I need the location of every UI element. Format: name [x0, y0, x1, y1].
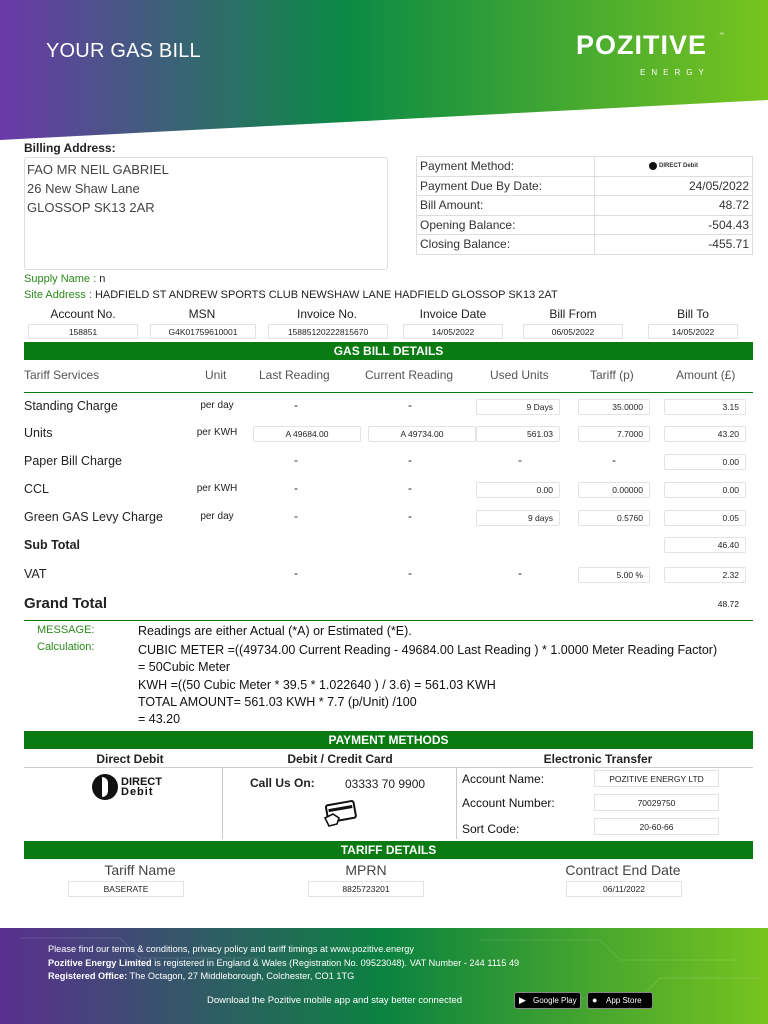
row-current: - — [408, 481, 412, 495]
column-divider — [456, 767, 457, 839]
msn-value: G4K01759610001 — [150, 324, 256, 339]
col-current-reading: Current Reading — [365, 368, 454, 382]
direct-debit-icon — [649, 162, 657, 170]
direct-debit-heading: Direct Debit — [96, 752, 164, 766]
row-label: CCL — [24, 482, 50, 496]
row-unit: per day — [200, 400, 234, 411]
app-store-badge[interactable] — [587, 992, 653, 1009]
row-current: - — [408, 398, 412, 412]
row-used: - — [518, 453, 522, 467]
col-tariff-services: Tariff Services — [24, 368, 100, 382]
msn-label: MSN — [188, 307, 216, 321]
site-address — [24, 289, 558, 301]
footer-company-details: is registered in England & Wales (Registration No. 09523048). VAT Number - 244 1115 49 — [151, 958, 520, 968]
subtotal-amount: 46.40 — [664, 537, 746, 553]
col-last-reading: Last Reading — [259, 368, 330, 382]
billing-address-box — [24, 157, 388, 270]
account-number-value: 70029750 — [594, 794, 719, 811]
row-tariff: 0.5760 — [578, 510, 650, 526]
site-address-label: Site Address : — [24, 289, 92, 301]
invoice-date-value: 14/05/2022 — [403, 324, 503, 339]
row-last: - — [294, 398, 298, 412]
transfer-heading: Electronic Transfer — [543, 752, 653, 766]
direct-debit-logo — [649, 162, 698, 170]
address-line: FAO MR NEIL GABRIEL — [27, 162, 169, 177]
payment-methods-header: PAYMENT METHODS — [24, 731, 753, 749]
bill-amount-label: Bill Amount: — [417, 196, 595, 216]
calc-line: = 43.20 — [138, 712, 181, 726]
row-last: - — [294, 509, 298, 523]
table-row — [417, 196, 753, 216]
direct-debit-logo-line1: DIRECT — [121, 776, 162, 788]
card-payment-icon — [323, 800, 361, 828]
mprn-label: MPRN — [345, 862, 387, 878]
col-tariff: Tariff (p) — [590, 368, 634, 382]
grand-total-amount: 48.72 — [717, 599, 739, 609]
row-unit: per day — [200, 511, 234, 522]
footer-terms: Please find our terms & conditions, privacy policy and tariff timings at www.pozitive.energy — [48, 944, 414, 954]
grand-total-label: Grand Total — [24, 595, 108, 612]
invoice-no-label: Invoice No. — [296, 307, 358, 321]
direct-debit-icon — [92, 774, 118, 800]
contract-end-value: 06/11/2022 — [566, 881, 682, 897]
row-amount: 3.15 — [664, 399, 746, 415]
row-amount: 0.00 — [664, 454, 746, 470]
row-tariff: 7.7000 — [578, 426, 650, 442]
supply-name — [24, 273, 105, 285]
row-current: - — [408, 453, 412, 467]
direct-debit-logo-text — [121, 777, 162, 797]
payment-method-value — [595, 157, 753, 177]
account-name-label: Account Name: — [462, 772, 545, 786]
address-line: GLOSSOP SK13 2AR — [27, 200, 155, 215]
due-date-value: 24/05/2022 — [595, 176, 753, 196]
footer-download-text: Download the Pozitive mobile app and stay better connected — [207, 995, 463, 1006]
table-row — [417, 215, 753, 235]
footer-company-name: Pozitive Energy Limited — [48, 958, 152, 968]
row-amount: 43.20 — [664, 426, 746, 442]
account-no-label: Account No. — [50, 307, 116, 321]
supply-name-value: n — [99, 273, 106, 285]
header-divider — [24, 392, 753, 393]
account-number-label: Account Number: — [462, 796, 555, 810]
call-us-label: Call Us On: — [250, 776, 315, 790]
row-label: Paper Bill Charge — [24, 454, 122, 468]
payment-method-label: Payment Method: — [417, 157, 595, 177]
row-label: Green GAS Levy Charge — [24, 510, 163, 524]
calc-line: CUBIC METER =((49734.00 Current Reading - 49684.00 Last Reading ) * 1.0000 Meter Reading Factor) — [138, 643, 718, 657]
row-unit: per KWH — [196, 483, 238, 494]
row-current: - — [408, 509, 412, 523]
row-used: 9 days — [476, 510, 560, 526]
billing-address-label: Billing Address: — [24, 141, 116, 155]
opening-balance-label: Opening Balance: — [417, 215, 595, 235]
vat-last: - — [294, 566, 298, 580]
column-divider — [222, 767, 223, 839]
direct-debit-logo-line2: Debit — [121, 786, 154, 798]
sort-code-value: 20-60-66 — [594, 818, 719, 835]
vat-rate: 5.00 % — [578, 567, 650, 583]
payment-methods-divider — [24, 767, 753, 768]
logo-text: POZITIVE — [576, 30, 708, 60]
col-used-units: Used Units — [490, 368, 549, 382]
pozitive-logo — [576, 30, 724, 80]
col-unit: Unit — [205, 368, 227, 382]
tariff-name-label: Tariff Name — [104, 862, 176, 878]
table-row — [417, 235, 753, 255]
logo-subtext: ENERGY — [640, 68, 710, 77]
closing-balance-label: Closing Balance: — [417, 235, 595, 255]
google-play-icon: ▶ — [519, 995, 526, 1005]
bill-amount-value: 48.72 — [595, 196, 753, 216]
vat-current: - — [408, 566, 412, 580]
vat-used: - — [518, 566, 522, 580]
vat-amount: 2.32 — [664, 567, 746, 583]
footer-office-address: The Octagon, 27 Middleborough, Colchester, CO1 1TG — [127, 971, 355, 981]
contract-end-label: Contract End Date — [565, 862, 681, 878]
table-row — [417, 176, 753, 196]
row-last: - — [294, 481, 298, 495]
gas-bill-details-header: GAS BILL DETAILS — [24, 342, 753, 360]
direct-debit-logo-text: DIRECT Debit — [659, 163, 698, 170]
tariff-name-value: BASERATE — [68, 881, 184, 897]
supply-name-label: Supply Name : — [24, 273, 97, 285]
message-label: MESSAGE: — [37, 624, 95, 636]
google-play-badge[interactable] — [514, 992, 581, 1009]
col-amount: Amount (£) — [676, 368, 736, 382]
payment-summary-table — [416, 156, 753, 255]
footer-office — [48, 971, 354, 981]
bill-from-label: Bill From — [549, 307, 597, 321]
row-tariff: 0.00000 — [578, 482, 650, 498]
row-last: - — [294, 453, 298, 467]
closing-balance-value: -455.71 — [595, 235, 753, 255]
account-name-value: POZITIVE ENERGY LTD — [594, 770, 719, 787]
account-no-value: 158851 — [28, 324, 138, 339]
bill-to-value: 14/05/2022 — [648, 324, 738, 339]
google-play-label: Google Play — [533, 996, 577, 1005]
apple-icon: ● — [592, 995, 598, 1005]
calc-line: KWH =((50 Cubic Meter * 39.5 * 1.022640 ) / 3.6) = 561.03 KWH — [138, 678, 496, 692]
footer-office-label: Registered Office: — [48, 971, 128, 981]
due-date-label: Payment Due By Date: — [417, 176, 595, 196]
calc-line: TOTAL AMOUNT= 561.03 KWH * 7.7 (p/Unit) /100 — [138, 695, 417, 709]
header-banner — [0, 0, 768, 145]
row-last: A 49684.00 — [253, 426, 361, 442]
opening-balance-value: -504.43 — [595, 215, 753, 235]
vat-label: VAT — [24, 567, 47, 581]
calc-line: = 50Cubic Meter — [138, 660, 231, 674]
row-tariff: 35.0000 — [578, 399, 650, 415]
app-store-label: App Store — [606, 996, 642, 1005]
bill-to-label: Bill To — [677, 307, 709, 321]
row-current: A 49734.00 — [368, 426, 476, 442]
bill-from-value: 06/05/2022 — [523, 324, 623, 339]
row-tariff: - — [612, 453, 616, 467]
invoice-date-label: Invoice Date — [419, 307, 487, 321]
row-label: Units — [24, 426, 53, 440]
row-unit: per KWH — [196, 427, 238, 438]
invoice-no-value: 15885120222815670 — [268, 324, 388, 339]
table-row — [417, 157, 753, 177]
row-amount: 0.05 — [664, 510, 746, 526]
tariff-details-header: TARIFF DETAILS — [24, 841, 753, 859]
logo-trademark: ™ — [719, 32, 724, 38]
site-address-value: HADFIELD ST ANDREW SPORTS CLUB NEWSHAW LANE HADFIELD GLOSSOP SK13 2AT — [94, 289, 558, 301]
document-title: YOUR GAS BILL — [46, 40, 201, 62]
grand-total-divider — [24, 620, 753, 621]
message-text: Readings are either Actual (*A) or Estimated (*E). — [138, 624, 412, 638]
phone-number[interactable]: 03333 70 9900 — [345, 777, 426, 791]
footer-company — [48, 958, 519, 968]
row-used: 0.00 — [476, 482, 560, 498]
calculation-label: Calculation: — [37, 641, 95, 653]
direct-debit-logo-large — [92, 774, 162, 800]
mprn-value: 8825723201 — [308, 881, 424, 897]
row-used: 9 Days — [476, 399, 560, 415]
row-amount: 0.00 — [664, 482, 746, 498]
address-line: 26 New Shaw Lane — [27, 181, 140, 196]
card-heading: Debit / Credit Card — [287, 752, 393, 766]
subtotal-label: Sub Total — [24, 538, 81, 552]
row-used: 561.03 — [476, 426, 560, 442]
row-label: Standing Charge — [24, 399, 118, 413]
sort-code-label: Sort Code: — [462, 822, 520, 836]
